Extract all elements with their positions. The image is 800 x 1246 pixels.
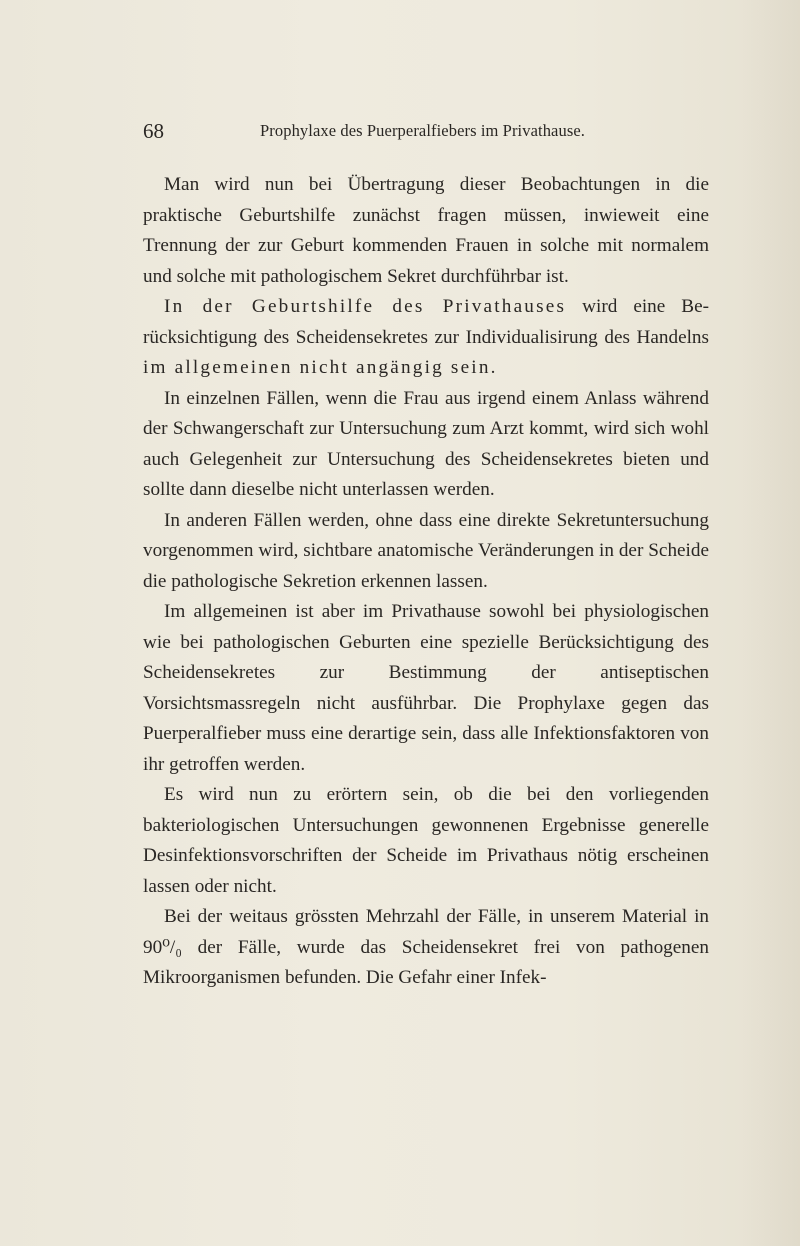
paragraph-6: Es wird nun zu erörtern sein, ob die bei den vorliegenden bakteriologischen Untersuchungen gewonnenen Ergebnisse generelle Desinfektionsvorschriften der Scheide im Privathaus nötig erscheinen lassen oder nicht. xyxy=(143,784,709,897)
paragraph-2-spaced-2: im allgemeinen nicht angängig sein. xyxy=(143,357,498,378)
paragraph-7 xyxy=(143,902,709,994)
paragraph-7-text-2: der Fälle, wurde das Scheidensekret frei von pathogenen Mikroorganismen befunden. Die Gefahr einer Infek- xyxy=(143,936,709,988)
paragraph-5: Im allgemeinen ist aber im Privathause sowohl bei physiologischen wie bei pathologischen Geburten eine spezielle Berücksichtigung des Scheidensekretes zur Bestimmung der antiseptischen Vorsichtsmassregeln nicht ausführbar. Die Prophylaxe gegen das Puerperalfieber muss eine derartige sein, dass alle Infektionsfaktoren von ihr getroffen werden. xyxy=(143,601,709,775)
paragraph-7-text-1: Bei der weitaus grössten Mehrzahl der Fälle, in unserem Material in 90 xyxy=(143,906,709,958)
paragraph-2 xyxy=(143,292,709,384)
running-head: Prophylaxe des Puerperalfiebers im Privathause. xyxy=(260,121,585,140)
percent-sign: ⁰/₀ xyxy=(162,936,182,958)
paragraph-4: In anderen Fällen werden, ohne dass eine direkte Sekretuntersuchung vorgenommen wird, sichtbare anatomische Veränderungen in der Scheide die pathologische Sekretion erkennen lassen. xyxy=(143,509,709,592)
paragraph-2-text: wird eine Berücksichtigung des Scheidensekretes zur Individualisirung des Handelns xyxy=(143,296,709,348)
body-text xyxy=(143,170,709,994)
page-number: 68 xyxy=(143,119,164,143)
page-edge-shadow xyxy=(740,0,800,1246)
paragraph-3: In einzelnen Fällen, wenn die Frau aus irgend einem Anlass während der Schwangerschaft zur Untersuchung zum Arzt kommt, wird sich wohl auch Gelegenheit zur Untersuchung des Scheidensekretes bieten und sollte dann dieselbe nicht unterlassen werden. xyxy=(143,387,709,500)
page-header xyxy=(143,119,723,147)
paragraph-1: Man wird nun bei Übertragung dieser Beobachtungen in die praktische Geburtshilfe zunächst fragen müssen, inwieweit eine Trennung der zur Geburt kommenden Frauen in solche mit normalem und solche mit pathologischem Sekret durchführbar ist. xyxy=(143,174,709,287)
paragraph-2-spaced-1: In der Geburtshilfe des Privathauses xyxy=(164,296,567,317)
